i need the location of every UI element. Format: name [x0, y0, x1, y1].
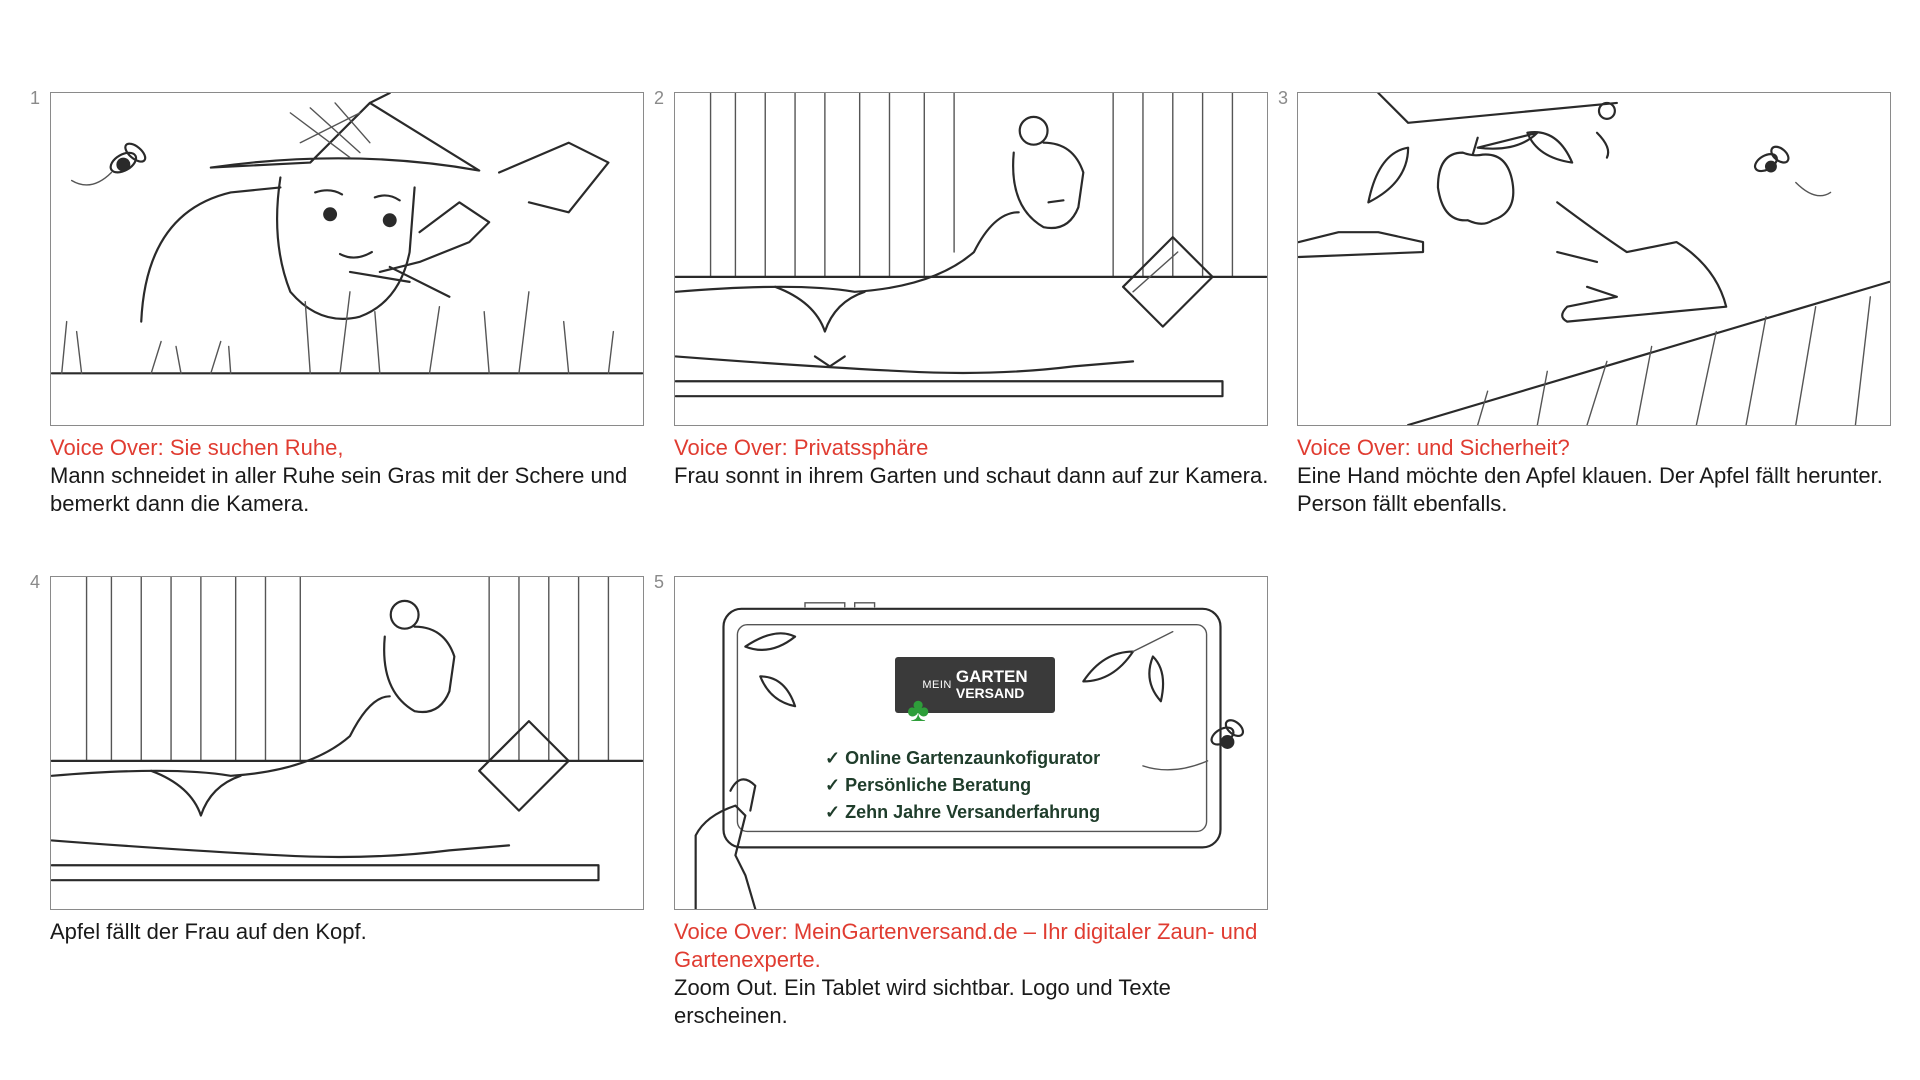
checklist-item: ✓ Online Gartenzaunkofigurator [825, 748, 1101, 768]
sketch-man-cutting-grass [51, 93, 643, 425]
panel-number: 4 [30, 572, 41, 592]
storyboard-frame-3 [1297, 92, 1891, 426]
description-text: Mann schneidet in aller Ruhe sein Gras mit der Schere und bemerkt dann die Kamera. [50, 463, 628, 516]
bee-icon [1143, 717, 1246, 770]
logo-big-text: GARTEN [955, 667, 1028, 686]
panel-number: 3 [1278, 88, 1289, 108]
voice-over-text: Voice Over: MeinGartenversand.de – Ihr digitaler Zaun- und Gartenexperte. [674, 919, 1258, 972]
voice-over-text: Voice Over: Privatssphäre [674, 435, 929, 460]
checklist-item: ✓ Zehn Jahre Versanderfahrung [825, 802, 1101, 822]
description-text: Zoom Out. Ein Tablet wird sichtbar. Logo und Texte erscheinen. [674, 975, 1171, 1028]
caption-panel-3 [1297, 434, 1897, 518]
description-text: Frau sonnt in ihrem Garten und schaut dann auf zur Kamera. [674, 463, 1269, 488]
storyboard-frame-5 [674, 576, 1268, 910]
storyboard-frame-4 [50, 576, 644, 910]
bee-icon [72, 140, 149, 185]
panel-number: 2 [654, 88, 665, 108]
checkmark-icon: ✓ [825, 775, 846, 795]
bee-icon [1752, 144, 1830, 196]
storyboard-frame-1 [50, 92, 644, 426]
description-text: Apfel fällt der Frau auf den Kopf. [50, 919, 367, 944]
sketch-woman-reading [51, 577, 643, 909]
caption-panel-5 [674, 918, 1274, 1030]
logo-big-text: VERSAND [955, 685, 1025, 701]
caption-panel-1 [50, 434, 650, 518]
caption-panel-2 [674, 434, 1274, 490]
sketch-tablet [675, 577, 1267, 909]
checklist-item: ✓ Persönliche Beratung [825, 775, 1032, 795]
checkmark-icon: ✓ [825, 802, 846, 822]
panel-number: 1 [30, 88, 41, 108]
caption-panel-4 [50, 918, 650, 946]
sketch-woman-sunbathing [675, 93, 1267, 425]
clover-icon: ♣ [907, 691, 930, 729]
panel-number: 5 [654, 572, 665, 592]
description-text: Eine Hand möchte den Apfel klauen. Der Apfel fällt herunter. Person fällt ebenfalls. [1297, 463, 1883, 516]
storyboard-frame-2 [674, 92, 1268, 426]
voice-over-text: Voice Over: Sie suchen Ruhe, [50, 435, 344, 460]
voice-over-text: Voice Over: und Sicherheit? [1297, 435, 1570, 460]
logo-small-text: MEIN [922, 679, 952, 691]
checkmark-icon: ✓ [825, 748, 846, 768]
feature-checklist [825, 745, 1100, 826]
sketch-hand-apple [1298, 93, 1890, 425]
